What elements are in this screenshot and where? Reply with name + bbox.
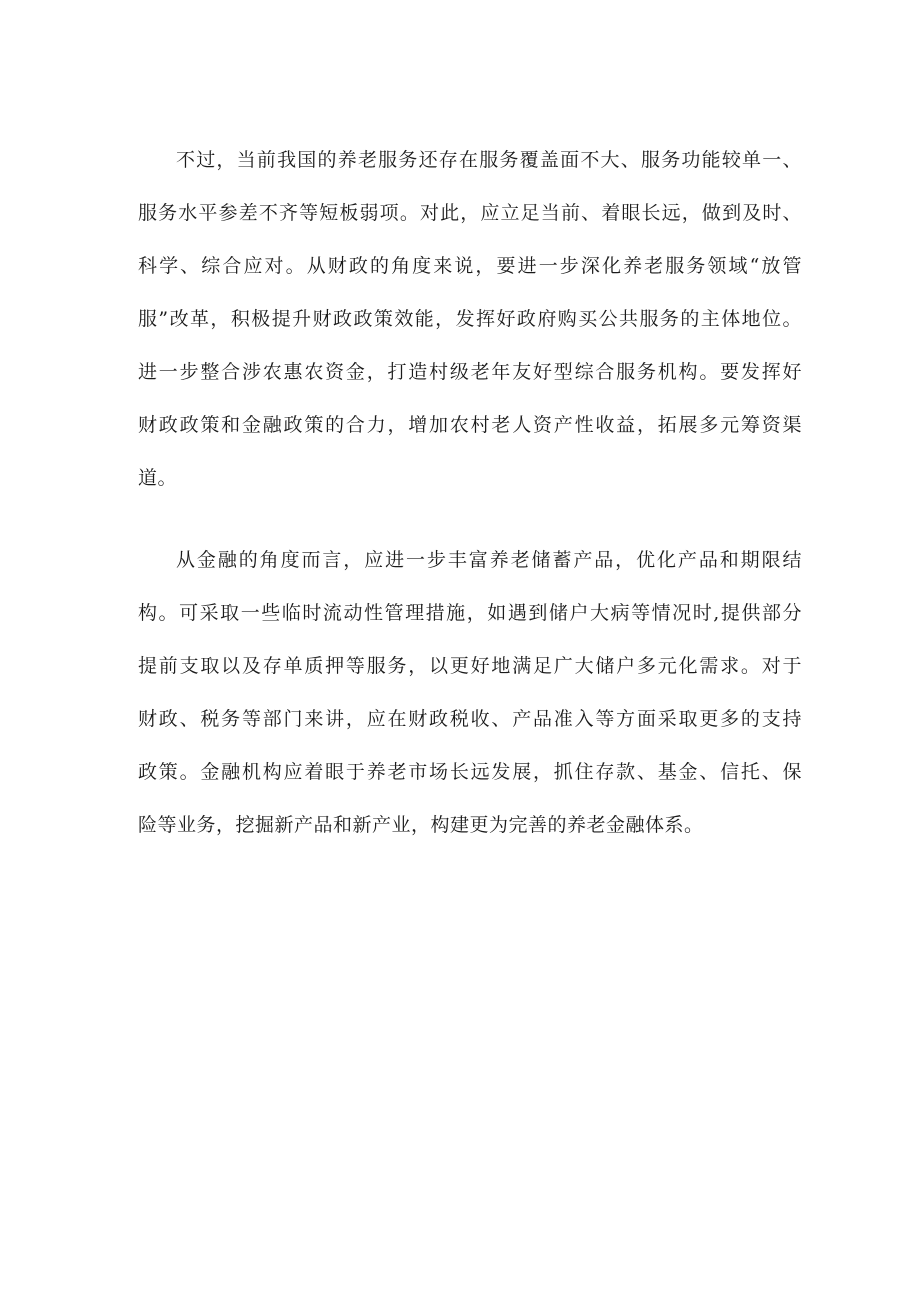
document-body [138, 134, 802, 852]
paragraph-fiscal-policy [138, 134, 802, 505]
paragraph-financial-policy [138, 534, 802, 852]
text-line: 财政、税务等部门来讲，应在财政税收、产品准入等方面采取更多的支持 [138, 708, 802, 730]
text-line: 提前支取以及存单质押等服务，以更好地满足广大储户多元化需求。对于 [138, 655, 802, 677]
text-line: 道。 [138, 467, 178, 489]
text-line: 科学、综合应对。从财政的角度来说，要进一步深化养老服务领域“放管 [138, 255, 802, 277]
text-line: 财政政策和金融政策的合力，增加农村老人资产性收益，拓展多元筹资渠 [138, 414, 802, 436]
text-line: 服”改革，积极提升财政政策效能，发挥好政府购买公共服务的主体地位。 [138, 308, 802, 330]
text-line: 从金融的角度而言，应进一步丰富养老储蓄产品，优化产品和期限结 [176, 549, 802, 571]
text-line: 政策。金融机构应着眼于养老市场长远发展，抓住存款、基金、信托、保 [138, 761, 802, 783]
paragraph-spacer [138, 505, 802, 534]
text-line: 服务水平参差不齐等短板弱项。对此，应立足当前、着眼长远，做到及时、 [138, 202, 802, 224]
text-line: 进一步整合涉农惠农资金，打造村级老年友好型综合服务机构。要发挥好 [138, 361, 802, 383]
text-line: 构。可采取一些临时流动性管理措施，如遇到储户大病等情况时,提供部分 [138, 602, 802, 624]
text-line: 险等业务，挖掘新产品和新产业，构建更为完善的养老金融体系。 [138, 814, 704, 836]
text-line: 不过，当前我国的养老服务还存在服务覆盖面不大、服务功能较单一、 [176, 149, 802, 171]
